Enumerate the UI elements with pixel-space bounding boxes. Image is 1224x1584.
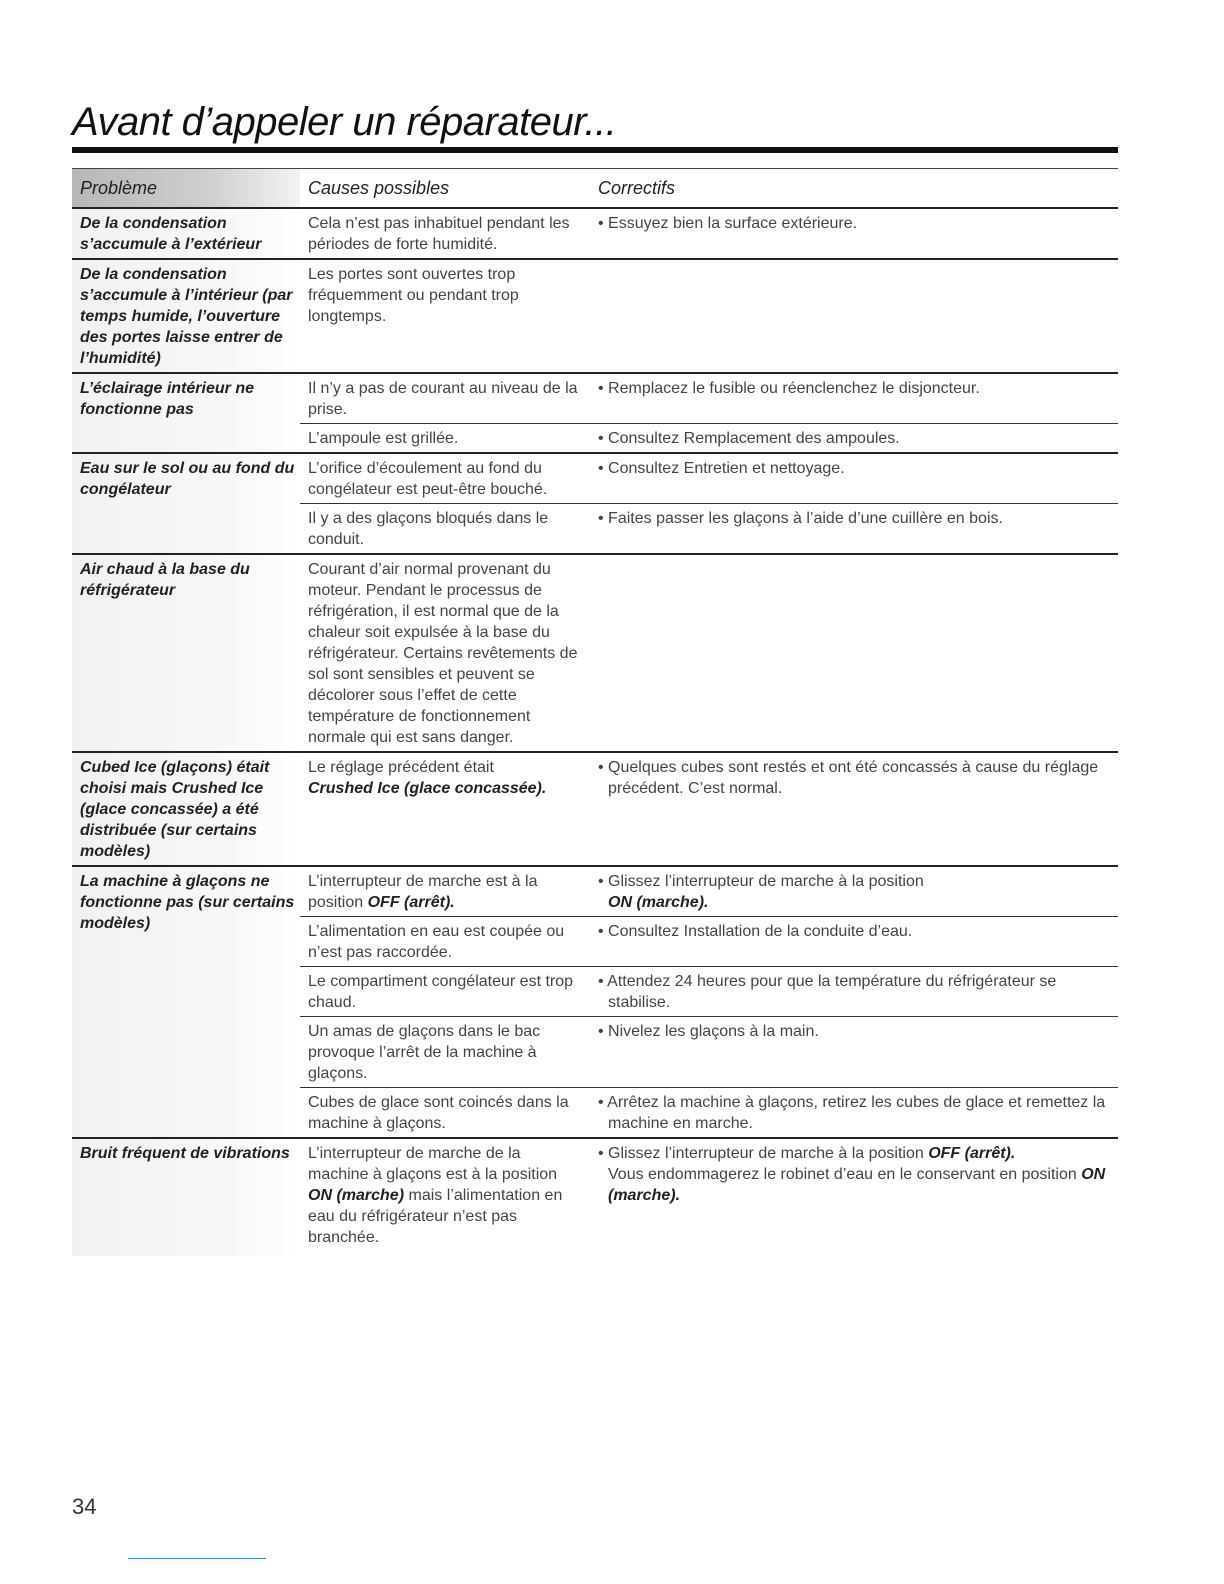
troubleshooting-table [72, 168, 1118, 1256]
problem-cell: Cubed Ice (glaçons) était choisi mais Crushed Ice (glace concassée) a été distribuée (sur certains modèles) [72, 752, 300, 866]
fix-cell: • Consultez Entretien et nettoyage. [590, 453, 1118, 504]
table-header-row [72, 169, 1118, 209]
table-row [72, 554, 1118, 752]
fix-cell [590, 554, 1118, 752]
fix-cell: • Quelques cubes sont restés et ont été concassés à cause du réglage précédent. C’est normal. [590, 752, 1118, 866]
cause-cell: Cubes de glace sont coincés dans la machine à glaçons. [300, 1088, 590, 1139]
fix-cell [590, 866, 1118, 917]
page-number: 34 [72, 1494, 97, 1519]
title-rule [72, 147, 1118, 153]
cause-cell: L’alimentation en eau est coupée ou n’est pas raccordée. [300, 917, 590, 967]
table-row [72, 259, 1118, 373]
fix-emphasis: OFF (arrêt). [928, 1145, 1016, 1162]
problem-cell: De la condensation s’accumule à l’intérieur (par temps humide, l’ouverture des portes laisse entrer de l’humidité) [72, 259, 300, 373]
cause-cell: Le compartiment congélateur est trop chaud. [300, 967, 590, 1017]
fix-text: • Glissez l’interrupteur de marche à la position [598, 1145, 924, 1162]
problem-cell: Bruit fréquent de vibrations [72, 1138, 300, 1256]
problem-cell: De la condensation s’accumule à l’extérieur [72, 208, 300, 259]
header-problem: Problème [72, 169, 300, 209]
cause-text: Le réglage précédent était [308, 759, 494, 776]
fix-cell: • Consultez Installation de la conduite d’eau. [590, 917, 1118, 967]
table-row [72, 453, 1118, 504]
cause-cell [300, 1138, 590, 1256]
fix-cell: • Faites passer les glaçons à l’aide d’une cuillère en bois. [590, 504, 1118, 555]
table-row [72, 208, 1118, 259]
cause-cell: Courant d’air normal provenant du moteur. Pendant le processus de réfrigération, il est normal que de la chaleur soit expulsée à la base du réfrigérateur. Certains revêtements de sol sont sensibles et peuvent se décolorer sous l’effet de cette température de fonctionnement normale qui est sans danger. [300, 554, 590, 752]
fix-cell: • Attendez 24 heures pour que la température du réfrigérateur se stabilise. [590, 967, 1118, 1017]
cause-cell: L’orifice d’écoulement au fond du congélateur est peut-être bouché. [300, 453, 590, 504]
table-row [72, 373, 1118, 424]
fix-cell: • Consultez Remplacement des ampoules. [590, 424, 1118, 454]
fix-cell: • Nivelez les glaçons à la main. [590, 1017, 1118, 1088]
fix-cell: • Arrêtez la machine à glaçons, retirez les cubes de glace et remettez la machine en marche. [590, 1088, 1118, 1139]
cause-cell: Cela n’est pas inhabituel pendant les périodes de forte humidité. [308, 215, 570, 253]
cause-text: L’interrupteur de marche de la machine à glaçons est à la position [308, 1145, 558, 1183]
problem-cell: Eau sur le sol ou au fond du congélateur [72, 453, 300, 554]
fix-cell [590, 1138, 1118, 1256]
header-causes: Causes possibles [308, 177, 450, 198]
cause-emphasis: OFF (arrêt). [367, 894, 455, 911]
cause-cell [300, 752, 590, 866]
cause-emphasis: Crushed Ice (glace concassée). [308, 780, 547, 797]
footer-rule [128, 1558, 266, 1559]
problem-cell: La machine à glaçons ne fonctionne pas (sur certains modèles) [72, 866, 300, 1138]
table-row [72, 1138, 1118, 1256]
fix-cell: • Essuyez bien la surface extérieure. [598, 215, 858, 232]
cause-emphasis: ON (marche) [308, 1187, 405, 1204]
fix-cell [590, 259, 1118, 373]
page-title: Avant d’appeler un réparateur... [72, 100, 617, 144]
fix-text: Vous endommagerez le robinet d’eau en le conservant en position [608, 1166, 1077, 1183]
cause-text: mais l’alimentation en eau du réfrigérateur n’est pas branchée. [308, 1187, 563, 1246]
table-row [72, 752, 1118, 866]
cause-cell: Il y a des glaçons bloqués dans le conduit. [300, 504, 590, 555]
header-fixes: Correctifs [598, 177, 676, 198]
cause-cell: Les portes sont ouvertes trop fréquemment ou pendant trop longtemps. [300, 259, 590, 373]
cause-cell: Il n’y a pas de courant au niveau de la prise. [300, 373, 590, 424]
problem-cell: L’éclairage intérieur ne fonctionne pas [72, 373, 300, 453]
fix-emphasis: ON (marche). [608, 894, 709, 911]
fix-text: • Glissez l’interrupteur de marche à la position [598, 873, 924, 890]
cause-text: L’interrupteur de marche est à la position [308, 873, 538, 911]
cause-cell: L’ampoule est grillée. [300, 424, 590, 454]
fix-cell: • Remplacez le fusible ou réenclenchez le disjoncteur. [590, 373, 1118, 424]
cause-cell [300, 866, 590, 917]
cause-cell: Un amas de glaçons dans le bac provoque l’arrêt de la machine à glaçons. [300, 1017, 590, 1088]
fix-emphasis: ON (marche). [608, 1166, 1106, 1204]
table-row [72, 866, 1118, 917]
problem-cell: Air chaud à la base du réfrigérateur [72, 554, 300, 752]
